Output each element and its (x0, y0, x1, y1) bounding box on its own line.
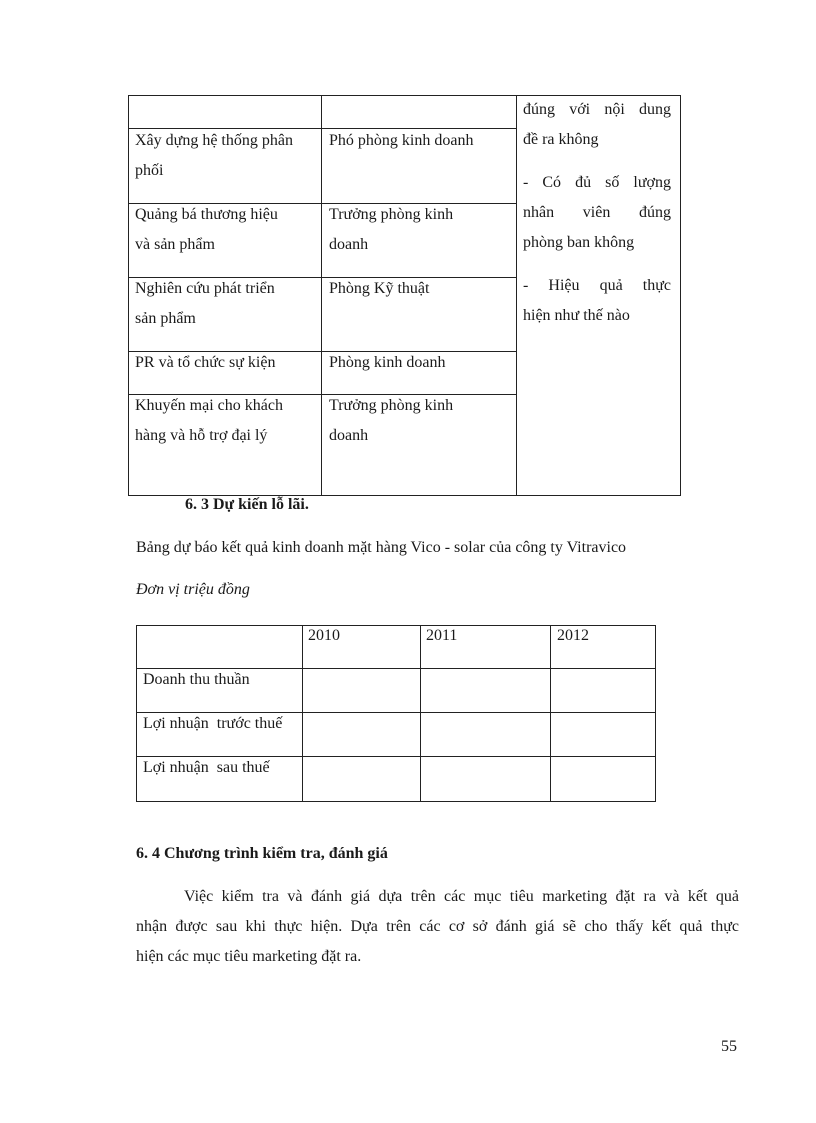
responsibility-table (128, 95, 681, 496)
owner-text: Trưởng phòng kinh (329, 397, 454, 414)
paragraph-line: hiện các mục tiêu marketing đặt ra. (136, 948, 362, 965)
criteria-line: đề ra không (523, 131, 599, 148)
section-heading: 6. 3 Dự kiến lỗ lãi. (185, 496, 309, 513)
activity-cell: hàng và hỗ trợ đại lý (135, 427, 268, 444)
table-row (135, 274, 275, 334)
table-caption: Bảng dự báo kết quả kinh doanh mặt hàng Vico - solar của công ty Vitravico (136, 539, 627, 556)
section-heading: 6. 4 Chương trình kiểm tra, đánh giá (136, 845, 388, 862)
owner-text: Phó phòng kinh doanh (329, 132, 474, 149)
activity-cell: sản phẩm (135, 310, 196, 327)
activity-cell: Xây dựng hệ thống phân (135, 132, 293, 149)
table-border (136, 668, 656, 669)
activity-cell: PR và tổ chức sự kiện (135, 354, 276, 371)
criteria-line: hiện như thế nào (523, 307, 630, 324)
criteria-line: nhân viên đúng (523, 204, 671, 221)
table-border (655, 625, 656, 802)
owner-text: doanh (329, 236, 369, 253)
paragraph-line: nhận được sau khi thực hiện. Dựa trên các cơ sở đánh giá sẽ cho thấy kết quả thực (136, 918, 739, 935)
criteria-line: - Có đủ số lượng (523, 174, 671, 191)
table-border (302, 625, 303, 802)
criteria-line: đúng với nội dung (523, 101, 671, 118)
row-label: Lợi nhuận trước thuế (143, 715, 283, 732)
profit-forecast-table (136, 625, 656, 802)
page-number: 55 (721, 1038, 737, 1055)
year-header: 2012 (557, 627, 589, 644)
activity-cell: Nghiên cứu phát triển (135, 280, 275, 297)
year-header: 2010 (308, 627, 340, 644)
activity-cell: Quảng bá thương hiệu (135, 206, 278, 223)
table-border (420, 625, 421, 802)
body-paragraph (136, 882, 739, 972)
table-border (136, 625, 137, 802)
table-border (680, 95, 681, 496)
table-row (135, 200, 278, 260)
criteria-line: phòng ban không (523, 234, 635, 251)
table-border (516, 95, 517, 496)
table-border (136, 756, 656, 757)
year-header: 2011 (426, 627, 458, 644)
table-border (136, 625, 656, 626)
table-border (321, 95, 322, 496)
unit-label: Đơn vị triệu đồng (136, 581, 250, 598)
table-border (136, 712, 656, 713)
owner-cell (329, 274, 429, 304)
activity-cell: và sản phẩm (135, 236, 215, 253)
activity-cell: Khuyến mại cho khách (135, 397, 283, 414)
owner-cell (329, 348, 445, 378)
owner-text: Phòng Kỹ thuật (329, 280, 430, 297)
table-row (135, 126, 293, 186)
owner-cell (329, 126, 473, 156)
row-label: Lợi nhuận sau thuế (143, 759, 270, 776)
evaluation-criteria-cell (523, 95, 671, 331)
table-border (128, 95, 129, 496)
paragraph-line: Việc kiểm tra và đánh giá dựa trên các mục tiêu marketing đặt ra và kết quả (184, 888, 739, 905)
owner-text: doanh (329, 427, 369, 444)
owner-text: Phòng kinh doanh (329, 354, 446, 371)
criteria-line: - Hiệu quả thực (523, 277, 671, 294)
activity-cell: phối (135, 162, 164, 179)
table-border (136, 801, 656, 802)
table-border (550, 625, 551, 802)
table-row (135, 391, 283, 451)
owner-cell (329, 391, 453, 451)
row-label: Doanh thu thuần (143, 671, 250, 688)
table-row (135, 348, 275, 378)
owner-cell (329, 200, 453, 260)
owner-text: Trưởng phòng kinh (329, 206, 454, 223)
